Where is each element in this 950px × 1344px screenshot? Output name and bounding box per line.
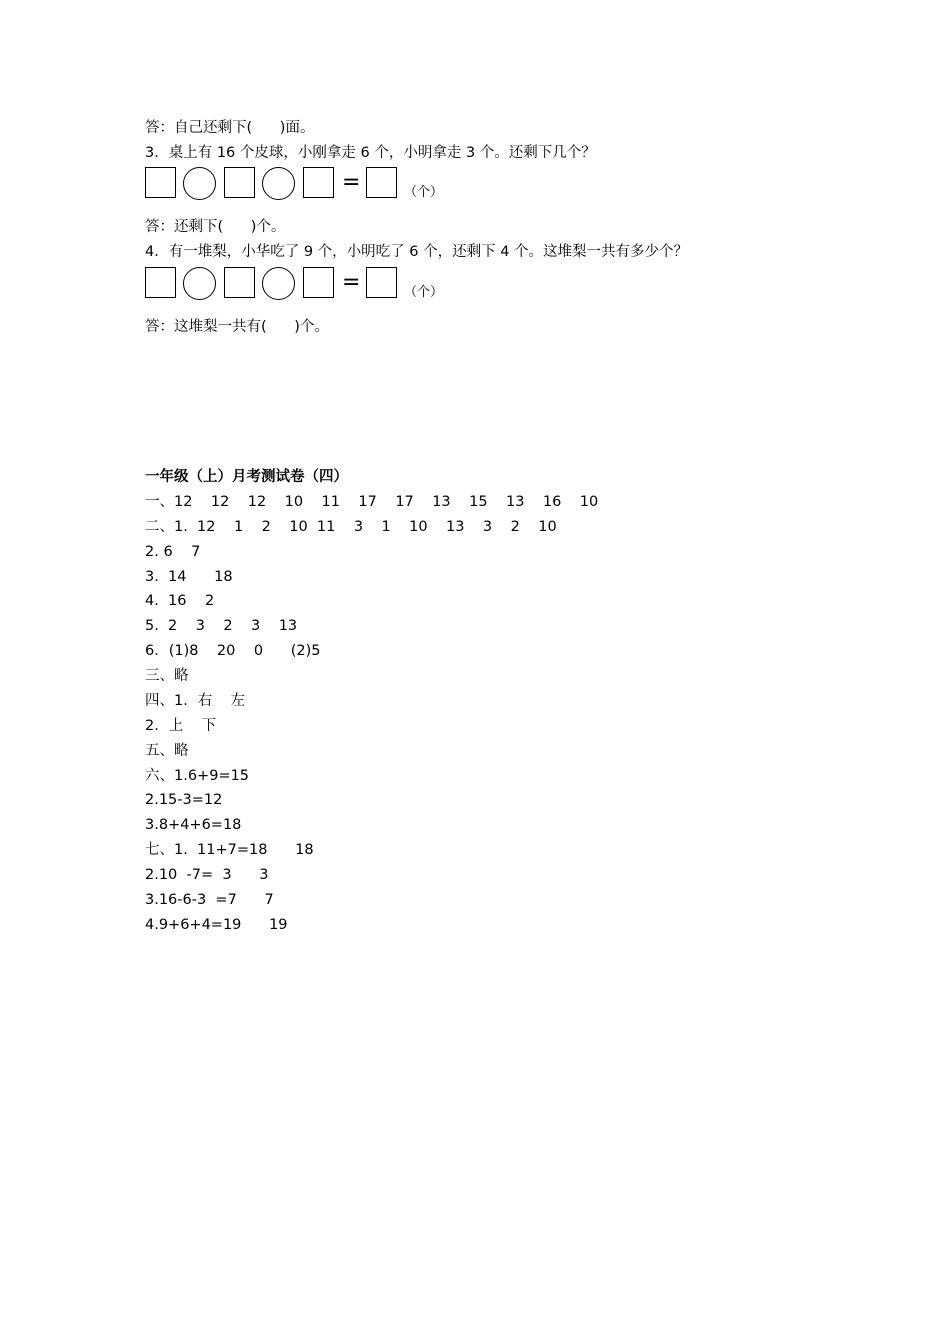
- answer-key-line: 2.15-3=12: [145, 792, 223, 808]
- answer-key-line: 一、12 12 12 10 11 17 17 13 15 13 16 10: [145, 494, 599, 510]
- answer-key-line: 二、1. 12 1 2 10 11 3 1 10 13 3 2 10: [145, 519, 557, 535]
- answer-key-line: 3.8+4+6=18: [145, 817, 242, 833]
- question-3-text: 3．桌上有 16 个皮球，小刚拿走 6 个，小明拿走 3 个。还剩下几个？: [145, 145, 596, 161]
- result-box[interactable]: [366, 267, 397, 298]
- answer-box[interactable]: [224, 267, 255, 298]
- answer-key-line: 2．上 下: [145, 718, 217, 734]
- answer-key-line: 3. 14 18: [145, 569, 233, 585]
- answer-key-line: 四、1．右 左: [145, 693, 246, 709]
- answer-key-line: 5. 2 3 2 3 13: [145, 618, 298, 634]
- question-4-text: 4．有一堆梨，小华吃了 9 个，小明吃了 6 个，还剩下 4 个。这堆梨一共有多少个？: [145, 244, 689, 260]
- equals-sign: =: [342, 270, 361, 295]
- operator-circle[interactable]: [183, 167, 216, 200]
- answer-key-line: 七、1. 11+7=18 18: [145, 842, 314, 858]
- answer-key-line: 三、略: [145, 668, 189, 684]
- answer-key-line: 4. 16 2: [145, 593, 215, 609]
- question-3-equation-frame: [145, 167, 465, 203]
- answer-key-line: 3.16-6-3 =7 7: [145, 892, 274, 908]
- answer-box[interactable]: [303, 167, 334, 198]
- operator-circle[interactable]: [183, 267, 216, 300]
- question-4-equation-frame: [145, 267, 465, 303]
- answer-key-line: 六、1.6+9=15: [145, 768, 250, 784]
- operator-circle[interactable]: [262, 267, 295, 300]
- answer-line-3: 答：还剩下( )个。: [145, 219, 286, 235]
- result-box[interactable]: [366, 167, 397, 198]
- answer-box[interactable]: [224, 167, 255, 198]
- answer-key-line: 五、略: [145, 743, 189, 759]
- operator-circle[interactable]: [262, 167, 295, 200]
- answer-key-line: 6．(1)8 20 0 (2)5: [145, 643, 321, 659]
- answer-key-title: 一年级（上）月考测试卷（四）: [145, 469, 348, 485]
- answer-box[interactable]: [145, 167, 176, 198]
- answer-key-line: 2. 6 7: [145, 544, 201, 560]
- unit-label: （个）: [404, 285, 444, 300]
- answer-line-remaining-flags: 答：自己还剩下( )面。: [145, 120, 315, 136]
- answer-key-line: 4.9+6+4=19 19: [145, 917, 288, 933]
- equals-sign: =: [342, 170, 361, 195]
- unit-label: （个）: [404, 185, 444, 200]
- answer-key-line: 2.10 -7= 3 3: [145, 867, 269, 883]
- answer-line-4: 答：这堆梨一共有( )个。: [145, 319, 329, 335]
- answer-box[interactable]: [145, 267, 176, 298]
- answer-box[interactable]: [303, 267, 334, 298]
